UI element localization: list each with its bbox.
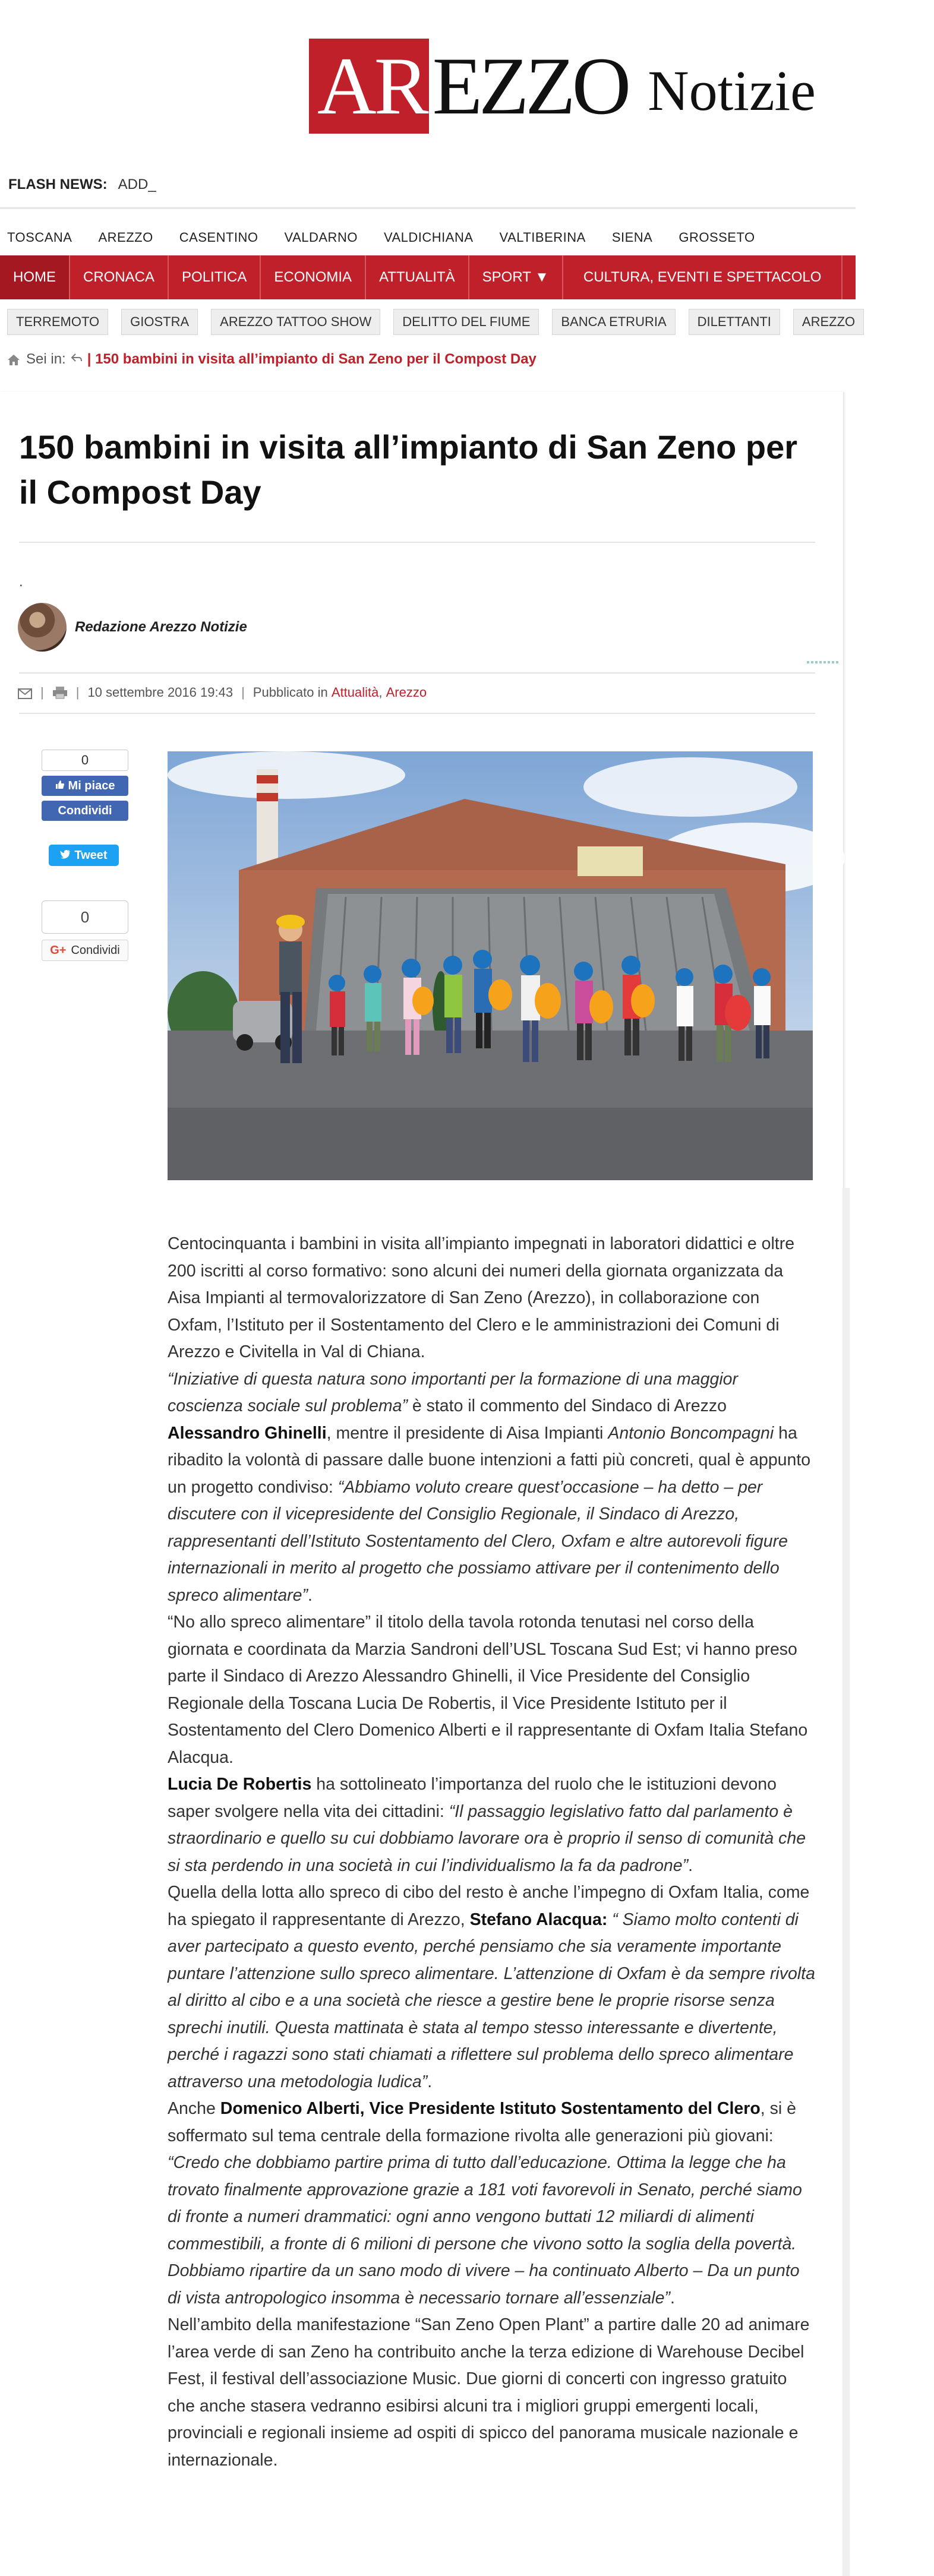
province-link-grosseto[interactable]: GROSSETO [679, 230, 755, 245]
province-link-toscana[interactable]: TOSCANA [7, 230, 72, 245]
text-span: . [308, 1585, 313, 1605]
back-arrow-icon[interactable] [71, 351, 83, 368]
email-icon[interactable] [18, 687, 32, 698]
facebook-like-label: Mi piace [68, 779, 115, 792]
nav-economia[interactable]: ECONOMIA [261, 255, 366, 299]
article-paragraph: Centocinquanta i bambini in visita all’impianto impegnati in laboratori didattici e oltre 200 iscritti al corso formativo: sono alcuni dei numeri della giornata organizzata da Aisa Impianti al termovalorizzatore di San Zeno (Arezzo), in collaborazione con Oxfam, l’Istituto per il Sostentamento del Clero e le amministrazioni dei Comuni di Arezzo e Civitella in Val di Chiana. [168, 1234, 795, 1361]
facebook-like-button[interactable] [42, 776, 128, 796]
nav-home[interactable]: HOME [0, 255, 70, 299]
text-span: . [688, 1856, 693, 1875]
tag-giostra[interactable]: GIOSTRA [121, 309, 198, 335]
text-span: è stato il commento del Sindaco di Arezzo [407, 1396, 727, 1415]
facebook-count: 0 [42, 750, 128, 771]
article-paragraph [168, 1879, 815, 2095]
googleplus-icon: G+ [50, 943, 67, 957]
breadcrumb [7, 347, 537, 371]
meta-divider-bottom [19, 713, 815, 714]
flash-news-text[interactable]: ADD_ [118, 176, 156, 192]
quote-text: “Abbiamo voluto creare quest’occasione – ha detto – per discutere con il vicepresidente del Consiglio Regionale, il Sindaco di Arezzo, rappresentanti dell’Istituto Sostentamento del Clero, Oxfam e altre autorevoli figure internazionali in merito al progetto che possiamo attivare per il contenimento dello spreco alimentare” [168, 1477, 788, 1605]
article-dot: . [19, 574, 23, 590]
logo-rezzo: EZZO [432, 40, 628, 131]
googleplus-count: 0 [42, 900, 128, 934]
text-span: , mentre il presidente di Aisa Impianti [326, 1423, 608, 1443]
flash-news-bar [0, 162, 856, 209]
nav-rubriche[interactable]: RUBRICH [856, 269, 921, 285]
tag-terremoto[interactable]: TERREMOTO [7, 309, 108, 335]
nav-cultura[interactable]: CULTURA, EVENTI E SPETTACOLO [563, 255, 843, 299]
tag-arezzo[interactable]: AREZZO [793, 309, 864, 335]
quote-text: “Credo che dobbiamo partire prima di tutto dall’educazione. Ottima la legge che ha trovato finalmente approvazione grazie a 181 voti favorevoli in Senato, perché siamo di fronte a numeri drammatici: ogni anno vengono buttati 12 miliardi di alimenti commestibili, a fronte di 6 milioni di persone che vivono sotto la soglia della povertà. Dobbiamo ripartire da un sano modo di vivere – ha continuato Alberto – Da un punto di vista antropologico insomma è necessario tornare all’essenziale” [168, 2153, 802, 2308]
site-logo[interactable] [309, 37, 816, 135]
category-link-attualita[interactable]: Attualità [331, 685, 379, 700]
text-span: ha ribadito la volontà di passare dalle buone intenzioni a fatti più concreti, qual è appunto un progetto condiviso: [168, 1423, 811, 1497]
article-meta [18, 685, 427, 700]
province-link-valdichiana[interactable]: VALDICHIANA [383, 230, 474, 245]
tag-delitto-del-fiume[interactable]: DELITTO DEL FIUME [393, 309, 539, 335]
twitter-tweet-button[interactable] [49, 845, 119, 866]
author-name[interactable]: Redazione Arezzo Notizie [75, 619, 247, 635]
photo-illustration [168, 751, 813, 1180]
social-share-column [42, 750, 131, 961]
flash-news-label: FLASH NEWS: [8, 176, 108, 192]
home-icon[interactable] [7, 353, 20, 365]
article-paragraph [168, 2095, 815, 2312]
thumbs-up-icon [55, 779, 65, 793]
person-name: Lucia De Robertis [168, 1775, 312, 1794]
person-name: Antonio Boncompagni [608, 1423, 774, 1443]
province-link-valtiberina[interactable]: VALTIBERINA [499, 230, 586, 245]
meta-divider-top [19, 672, 815, 674]
quote-text: “Il passaggio legislativo fatto dal parlamento è straordinario e quello su cui dobbiamo lavorare ora è proprio il senso di comunità che si sta perdendo in una società in cui l’individualismo la fa da padrone” [168, 1801, 806, 1875]
person-name: Alessandro Ghinelli [168, 1423, 327, 1443]
breadcrumb-current[interactable]: | 150 bambini in visita all’impianto di San Zeno per il Compost Day [87, 351, 537, 367]
text-span: . [670, 2288, 675, 2308]
twitter-bird-icon [60, 849, 71, 862]
article-paragraph [168, 1771, 815, 1879]
breadcrumb-prefix: Sei in: [26, 351, 66, 367]
text-span: ha sottolineato l’importanza del ruolo che le istituzioni devono saper svolgere nella vita dei cittadini: [168, 1775, 777, 1821]
article-body [168, 1231, 815, 2474]
facebook-share-button[interactable]: Condividi [42, 801, 128, 821]
quote-text: “Iniziative di questa natura sono importanti per la formazione di una maggior coscienza sociale sul problema” [168, 1369, 739, 1415]
tag-banca-etruria[interactable]: BANCA ETRURIA [552, 309, 675, 335]
person-name: Stefano Alacqua: [469, 1910, 608, 1929]
main-nav [0, 255, 921, 299]
author-block [18, 603, 247, 652]
province-link-casentino[interactable]: CASENTINO [179, 230, 258, 245]
print-icon[interactable] [52, 686, 68, 699]
published-in-label: Pubblicato in [253, 685, 328, 700]
text-span: , si è soffermato sul tema centrale della formazione rivolta alle generazioni più giovani: [168, 2099, 796, 2145]
site-header [0, 0, 856, 160]
text-span: . [427, 2072, 433, 2091]
nav-cronaca[interactable]: CRONACA [70, 255, 169, 299]
nav-politica[interactable]: POLITICA [169, 255, 261, 299]
twitter-tweet-label: Tweet [74, 848, 108, 862]
article-paragraph: “No allo spreco alimentare” il titolo della tavola rotonda tenutasi nel corso della giornata e coordinata da Marzia Sandroni dell’USL Toscana Sud Est; vi hanno preso parte il Sindaco di Arezzo Alessandro Ghinelli, il Vice Presidente del Consiglio Regionale della Toscana Lucia De Robertis, il Vice Presidente Istituto per il Sostentamento del Clero Domenico Alberti e il rappresentante di Oxfam Italia Stefano Alacqua. [168, 1613, 808, 1767]
meta-separator: | [75, 685, 80, 700]
province-nav [0, 223, 856, 252]
article-title: 150 bambini in visita all’impianto di San Zeno per il Compost Day [19, 428, 798, 511]
nav-attualita[interactable]: ATTUALITÀ [366, 255, 469, 299]
avatar[interactable] [18, 603, 67, 652]
title-divider [19, 542, 815, 543]
meta-separator: | [241, 685, 245, 700]
text-span: Quella della lotta allo spreco di cibo del resto è anche l’impegno di Oxfam Italia, come ha spiegato il rappresentante di Arezzo, [168, 1883, 810, 1929]
divider-ornament [807, 661, 840, 663]
province-link-valdarno[interactable]: VALDARNO [284, 230, 358, 245]
right-gutter [843, 1188, 850, 2576]
logo-ar: AR [309, 39, 429, 134]
tags-bar [0, 305, 856, 339]
googleplus-share-label: Condividi [71, 943, 120, 957]
meta-separator: | [40, 685, 44, 700]
article-paragraph [168, 1366, 815, 1610]
article-date: 10 settembre 2016 19:43 [87, 685, 234, 700]
nav-sport-dropdown[interactable]: SPORT ▼ [469, 255, 563, 299]
province-link-siena[interactable]: SIENA [611, 230, 653, 245]
logo-notizie: Notizie [648, 58, 816, 122]
category-link-arezzo[interactable]: Arezzo [386, 685, 427, 700]
article-paragraph: Nell’ambito della manifestazione “San Zeno Open Plant” a partire dalle 20 ad animare l’area verde di san Zeno ha contribuito anche la terza edizione di Warehouse Decibel Fest, il festival dell’associazione Music. Due giorni di concerti con ingresso gratuito che anche stasera vedranno esibirsi alcuni tra i migliori gruppi emergenti locali, provinciali e regionali insieme ad ospiti di spicco del panorama musicale nazionale e internazionale. [168, 2315, 810, 2470]
article-photo[interactable] [168, 751, 813, 1180]
tag-dilettanti[interactable]: DILETTANTI [689, 309, 780, 335]
logo-mark [309, 39, 429, 134]
text-span: Anche [168, 2099, 220, 2118]
tag-arezzo-tattoo-show[interactable]: AREZZO TATTOO SHOW [211, 309, 380, 335]
googleplus-share-button[interactable] [42, 940, 128, 961]
facebook-widget [42, 750, 128, 817]
quote-text: “ Siamo molto contenti di aver partecipato a questo evento, perché pensiamo che sia veramente importante puntare l’attenzione sullo spreco alimentare. L’attenzione di Oxfam è da sempre rivolta al diritto al cibo e a una società che riesce a gestire bene le proprie risorse senza sprechi inutili. Questa mattinata è stata al tempo stesso interessante e divertente, perché i ragazzi sono stati chiamati a riflettere sul problema dello spreco alimentare attraverso una metodologia ludica” [168, 1910, 815, 2091]
person-name: Domenico Alberti, Vice Presidente Istituto Sostentamento del Clero [220, 2099, 761, 2118]
province-link-arezzo[interactable]: AREZZO [98, 230, 153, 245]
category-separator: , [378, 685, 386, 700]
